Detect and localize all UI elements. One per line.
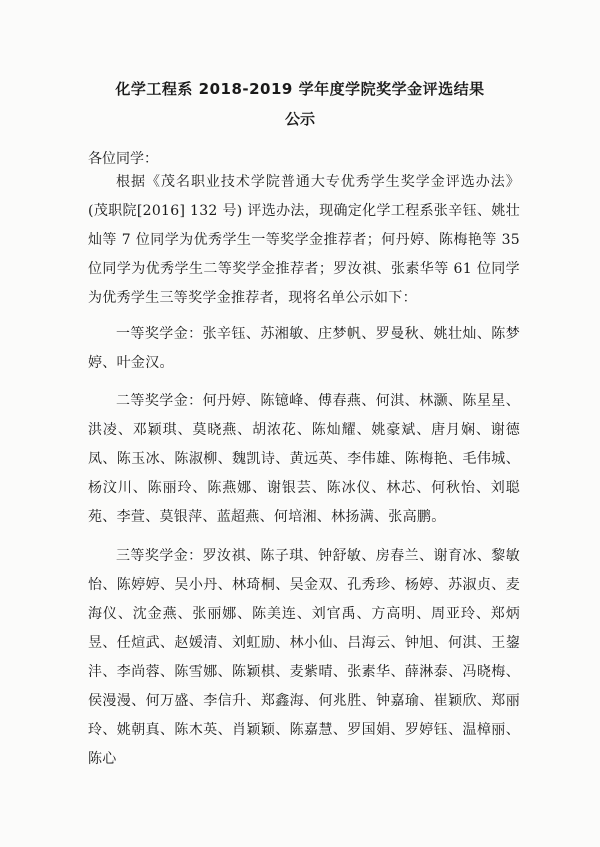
second-prize-list: 二等奖学金：何丹婷、陈镱峰、傅春燕、何淇、林灏、陈星星、洪凌、邓颖琪、莫晓燕、胡浓花、陈灿耀、姚豪斌、唐月娴、谢德凤、陈玉冰、陈淑柳、魏凯诗、黄远英、李伟雄、陈梅艳、毛伟城、杨汶川、陈丽玲、陈燕娜、谢银芸、陈冰仪、林芯、何秋怡、刘聪苑、李萱、莫银萍、蓝超燕、何培湘、林扬满、张高鹏。 [88,393,520,525]
salutation: 各位同学： [88,151,158,167]
intro-paragraph: 根据《茂名职业技术学院普通大专优秀学生奖学金评选办法》(茂职院[2016] 132 号) 评选办法，现确定化学工程系张辛钰、姚壮灿等 7 位同学为优秀学生一等奖学金推荐者；何丹婷、陈梅艳等 35 位同学为优秀学生二等奖学金推荐者；罗汝祺、张素华等 61 位同学为优秀学生三等奖学金推荐者，现将名单公示如下： [88,174,520,306]
page-subtitle: 公示 [284,110,315,128]
page-title: 化学工程系 2018-2019 学年度学院奖学金评选结果 [115,80,485,98]
third-prize-list: 三等奖学金：罗汝祺、陈子琪、钟舒敏、房春兰、谢育冰、黎敏怡、陈婷婷、吴小丹、林琦桐、吴金双、孔秀珍、杨婷、苏淑贞、麦海仪、沈金燕、张丽娜、陈美连、刘官禹、方高明、周亚玲、郑炳昱、任煊武、赵媛清、刘虹励、林小仙、吕海云、钟旭、何淇、王鋆沣、李尚蓉、陈雪娜、陈颖棋、麦紫晴、张素华、薛淋泰、冯晓梅、侯漫漫、何万盛、李信升、郑鑫海、何兆胜、钟嘉瑜、崔颖欣、郑丽玲、姚朝真、陈木英、肖颖颖、陈嘉慧、罗国娟、罗婷钰、温樟丽、陈心 [88,548,520,767]
first-prize-list: 一等奖学金：张辛钰、苏湘敏、庄梦帆、罗曼秋、姚壮灿、陈梦婷、叶金汉。 [88,326,520,371]
